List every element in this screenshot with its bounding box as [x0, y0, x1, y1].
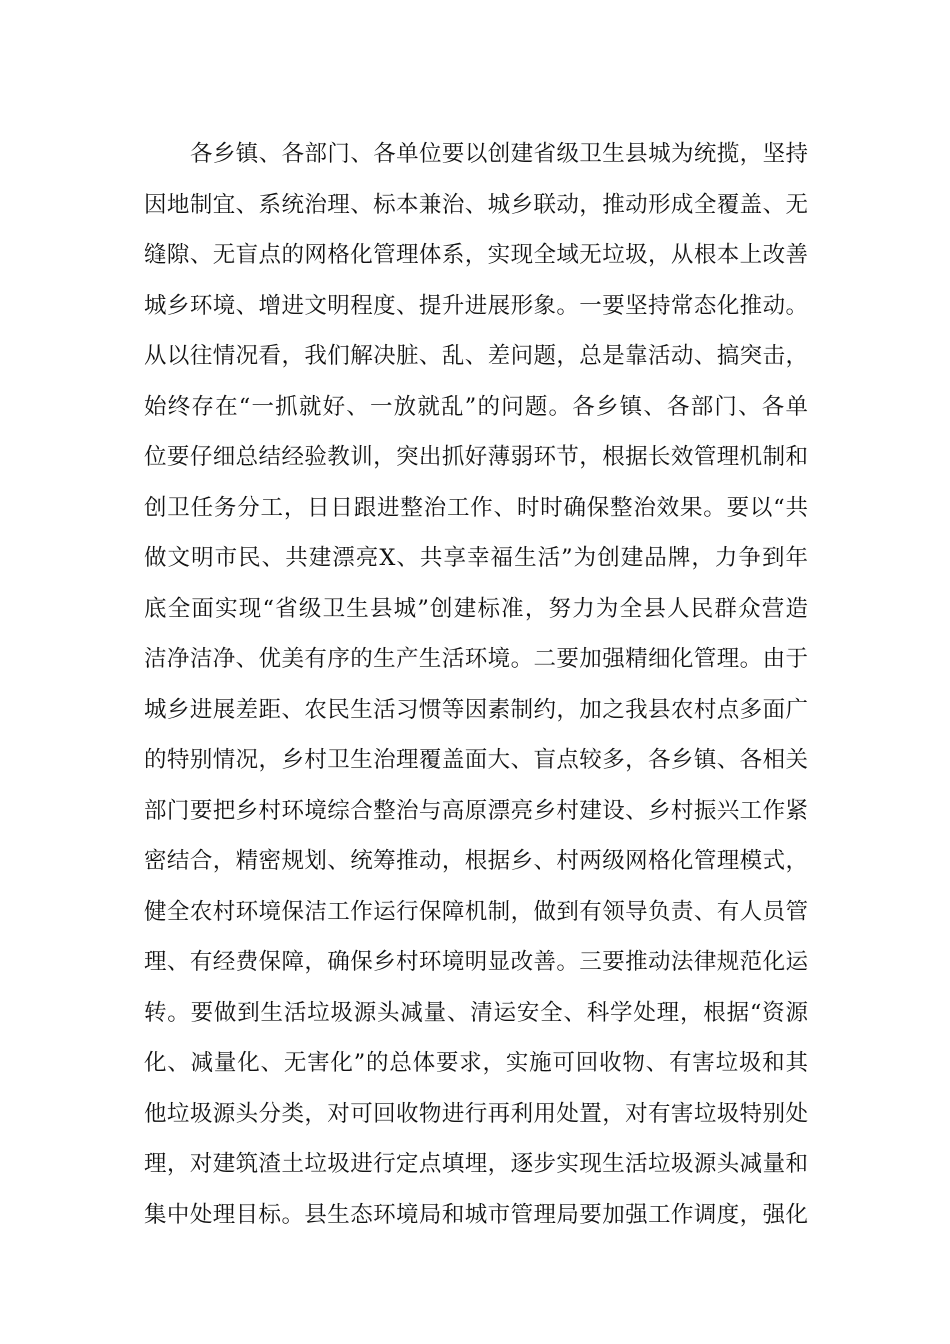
- text-line: 城乡进展差距、农民生活习惯等因素制约，加之我县农村点多面广: [144, 696, 808, 723]
- text-line: 部门要把乡村环境综合整治与高原漂亮乡村建设、乡村振兴工作紧: [144, 797, 808, 824]
- text-line: 做文明市民、共建漂亮X、共享幸福生活”为创建品牌，力争到年: [144, 545, 808, 571]
- text-line: 缝隙、无盲点的网格化管理体系，实现全域无垃圾，从根本上改善: [144, 242, 808, 268]
- text-line: 转。要做到生活垃圾源头减量、清运安全、科学处理，根据“资源: [144, 999, 808, 1026]
- text-line: 各乡镇、各部门、各单位要以创建省级卫生县城为统揽，坚持: [190, 141, 808, 167]
- text-line: 健全农村环境保洁工作运行保障机制，做到有领导负责、有人员管: [144, 898, 808, 925]
- text-line: 位要仔细总结经验教训，突出抓好薄弱环节，根据长效管理机制和: [144, 444, 808, 470]
- text-line: 始终存在“一抓就好、一放就乱”的问题。各乡镇、各部门、各单: [144, 393, 808, 420]
- text-line: 底全面实现“省级卫生县城”创建标准，努力为全县人民群众营造: [144, 595, 808, 622]
- text-line: 因地制宜、系统治理、标本兼治、城乡联动，推动形成全覆盖、无: [144, 191, 808, 218]
- text-line: 理、有经费保障，确保乡村环境明显改善。三要推动法律规范化运: [144, 949, 808, 975]
- text-line: 理，对建筑渣土垃圾进行定点填埋，逐步实现生活垃圾源头减量和: [144, 1151, 808, 1177]
- text-line: 他垃圾源头分类，对可回收物进行再利用处置，对有害垃圾特别处: [144, 1100, 808, 1127]
- text-line: 的特别情况，乡村卫生治理覆盖面大、盲点较多，各乡镇、各相关: [144, 747, 808, 773]
- text-line: 城乡环境、增进文明程度、提升进展形象。一要坚持常态化推动。: [144, 292, 808, 319]
- text-line: 集中处理目标。县生态环境局和城市管理局要加强工作调度，强化: [144, 1201, 808, 1228]
- text-line: 化、减量化、无害化”的总体要求，实施可回收物、有害垃圾和其: [144, 1050, 808, 1076]
- text-line: 从以往情况看，我们解决脏、乱、差问题，总是靠活动、搞突击，: [144, 343, 808, 369]
- text-line: 洁净洁净、优美有序的生产生活环境。二要加强精细化管理。由于: [144, 646, 808, 672]
- text-line: 密结合，精密规划、统筹推动，根据乡、村两级网格化管理模式，: [144, 848, 808, 874]
- text-line: 创卫任务分工，日日跟进整治工作、时时确保整治效果。要以“共: [144, 494, 808, 521]
- body-paragraph: [144, 134, 808, 1245]
